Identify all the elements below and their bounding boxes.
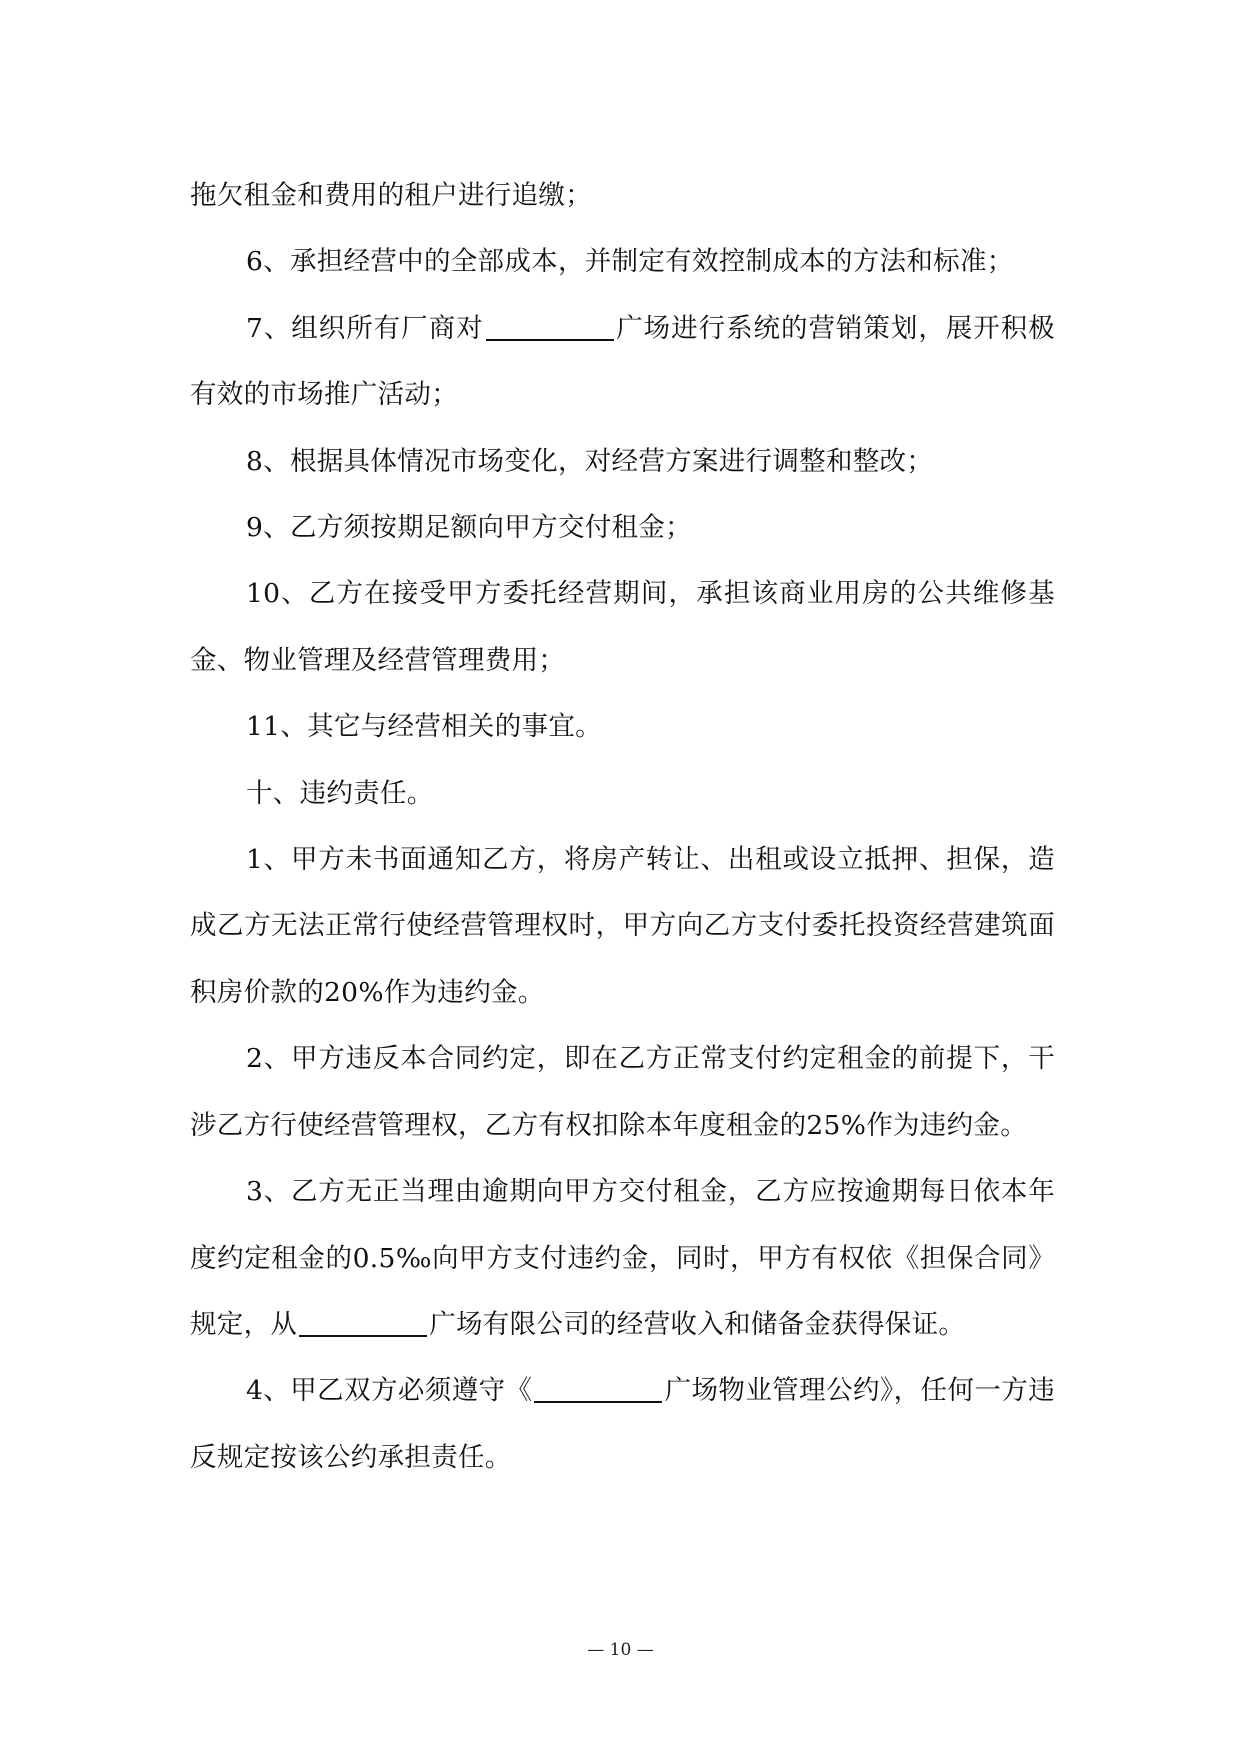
paragraph-breach-4: 4、甲乙双方必须遵守《 广场物业管理公约》，任何一方违反规定按该公约承担责任。 [190, 1375, 1055, 1473]
paragraph-item-11: 11、其它与经营相关的事宜。 [246, 711, 602, 743]
fill-in-blank [486, 311, 614, 341]
page-number: — 10 — [587, 1640, 654, 1660]
section-heading-breach: 十、违约责任。 [246, 777, 434, 809]
paragraph-continuation: 拖欠租金和费用的租户进行追缴； [190, 180, 592, 211]
paragraph-item-10: 10、乙方在接受甲方委托经营期间，承担该商业用房的公共维修基金、物业管理及经营管理费用； [190, 578, 1055, 676]
document-body [190, 163, 1055, 1491]
paragraph-breach-1: 1、甲方未书面通知乙方，将房产转让、出租或设立抵押、担保，造成乙方无法正常行使经营管理权时，甲方向乙方支付委托投资经营建筑面积房价款的20%作为违约金。 [190, 844, 1055, 1008]
paragraph-item-6: 6、承担经营中的全部成本，并制定有效控制成本的方法和标准； [246, 246, 1014, 278]
fill-in-blank [534, 1373, 662, 1403]
fill-in-blank [299, 1307, 427, 1337]
paragraph-breach-2: 2、甲方违反本合同约定，即在乙方正常支付约定租金的前提下，干涉乙方行使经营管理权，乙方有权扣除本年度租金的25%作为违约金。 [190, 1043, 1055, 1141]
paragraph-breach-3: 3、乙方无正当理由逾期向甲方交付租金，乙方应按逾期每日依本年度约定租金的0.5‰向甲方支付违约金，同时，甲方有权依《担保合同》规定，从 广场有限公司的经营收入和储备金获得保证。 [190, 1176, 1055, 1340]
paragraph-item-7: 7、组织所有厂商对 广场进行系统的营销策划，展开积极有效的市场推广活动； [190, 312, 1055, 411]
paragraph-item-9: 9、乙方须按期足额向甲方交付租金； [246, 512, 692, 544]
paragraph-item-8: 8、根据具体情况市场变化，对经营方案进行调整和整改； [246, 445, 934, 477]
